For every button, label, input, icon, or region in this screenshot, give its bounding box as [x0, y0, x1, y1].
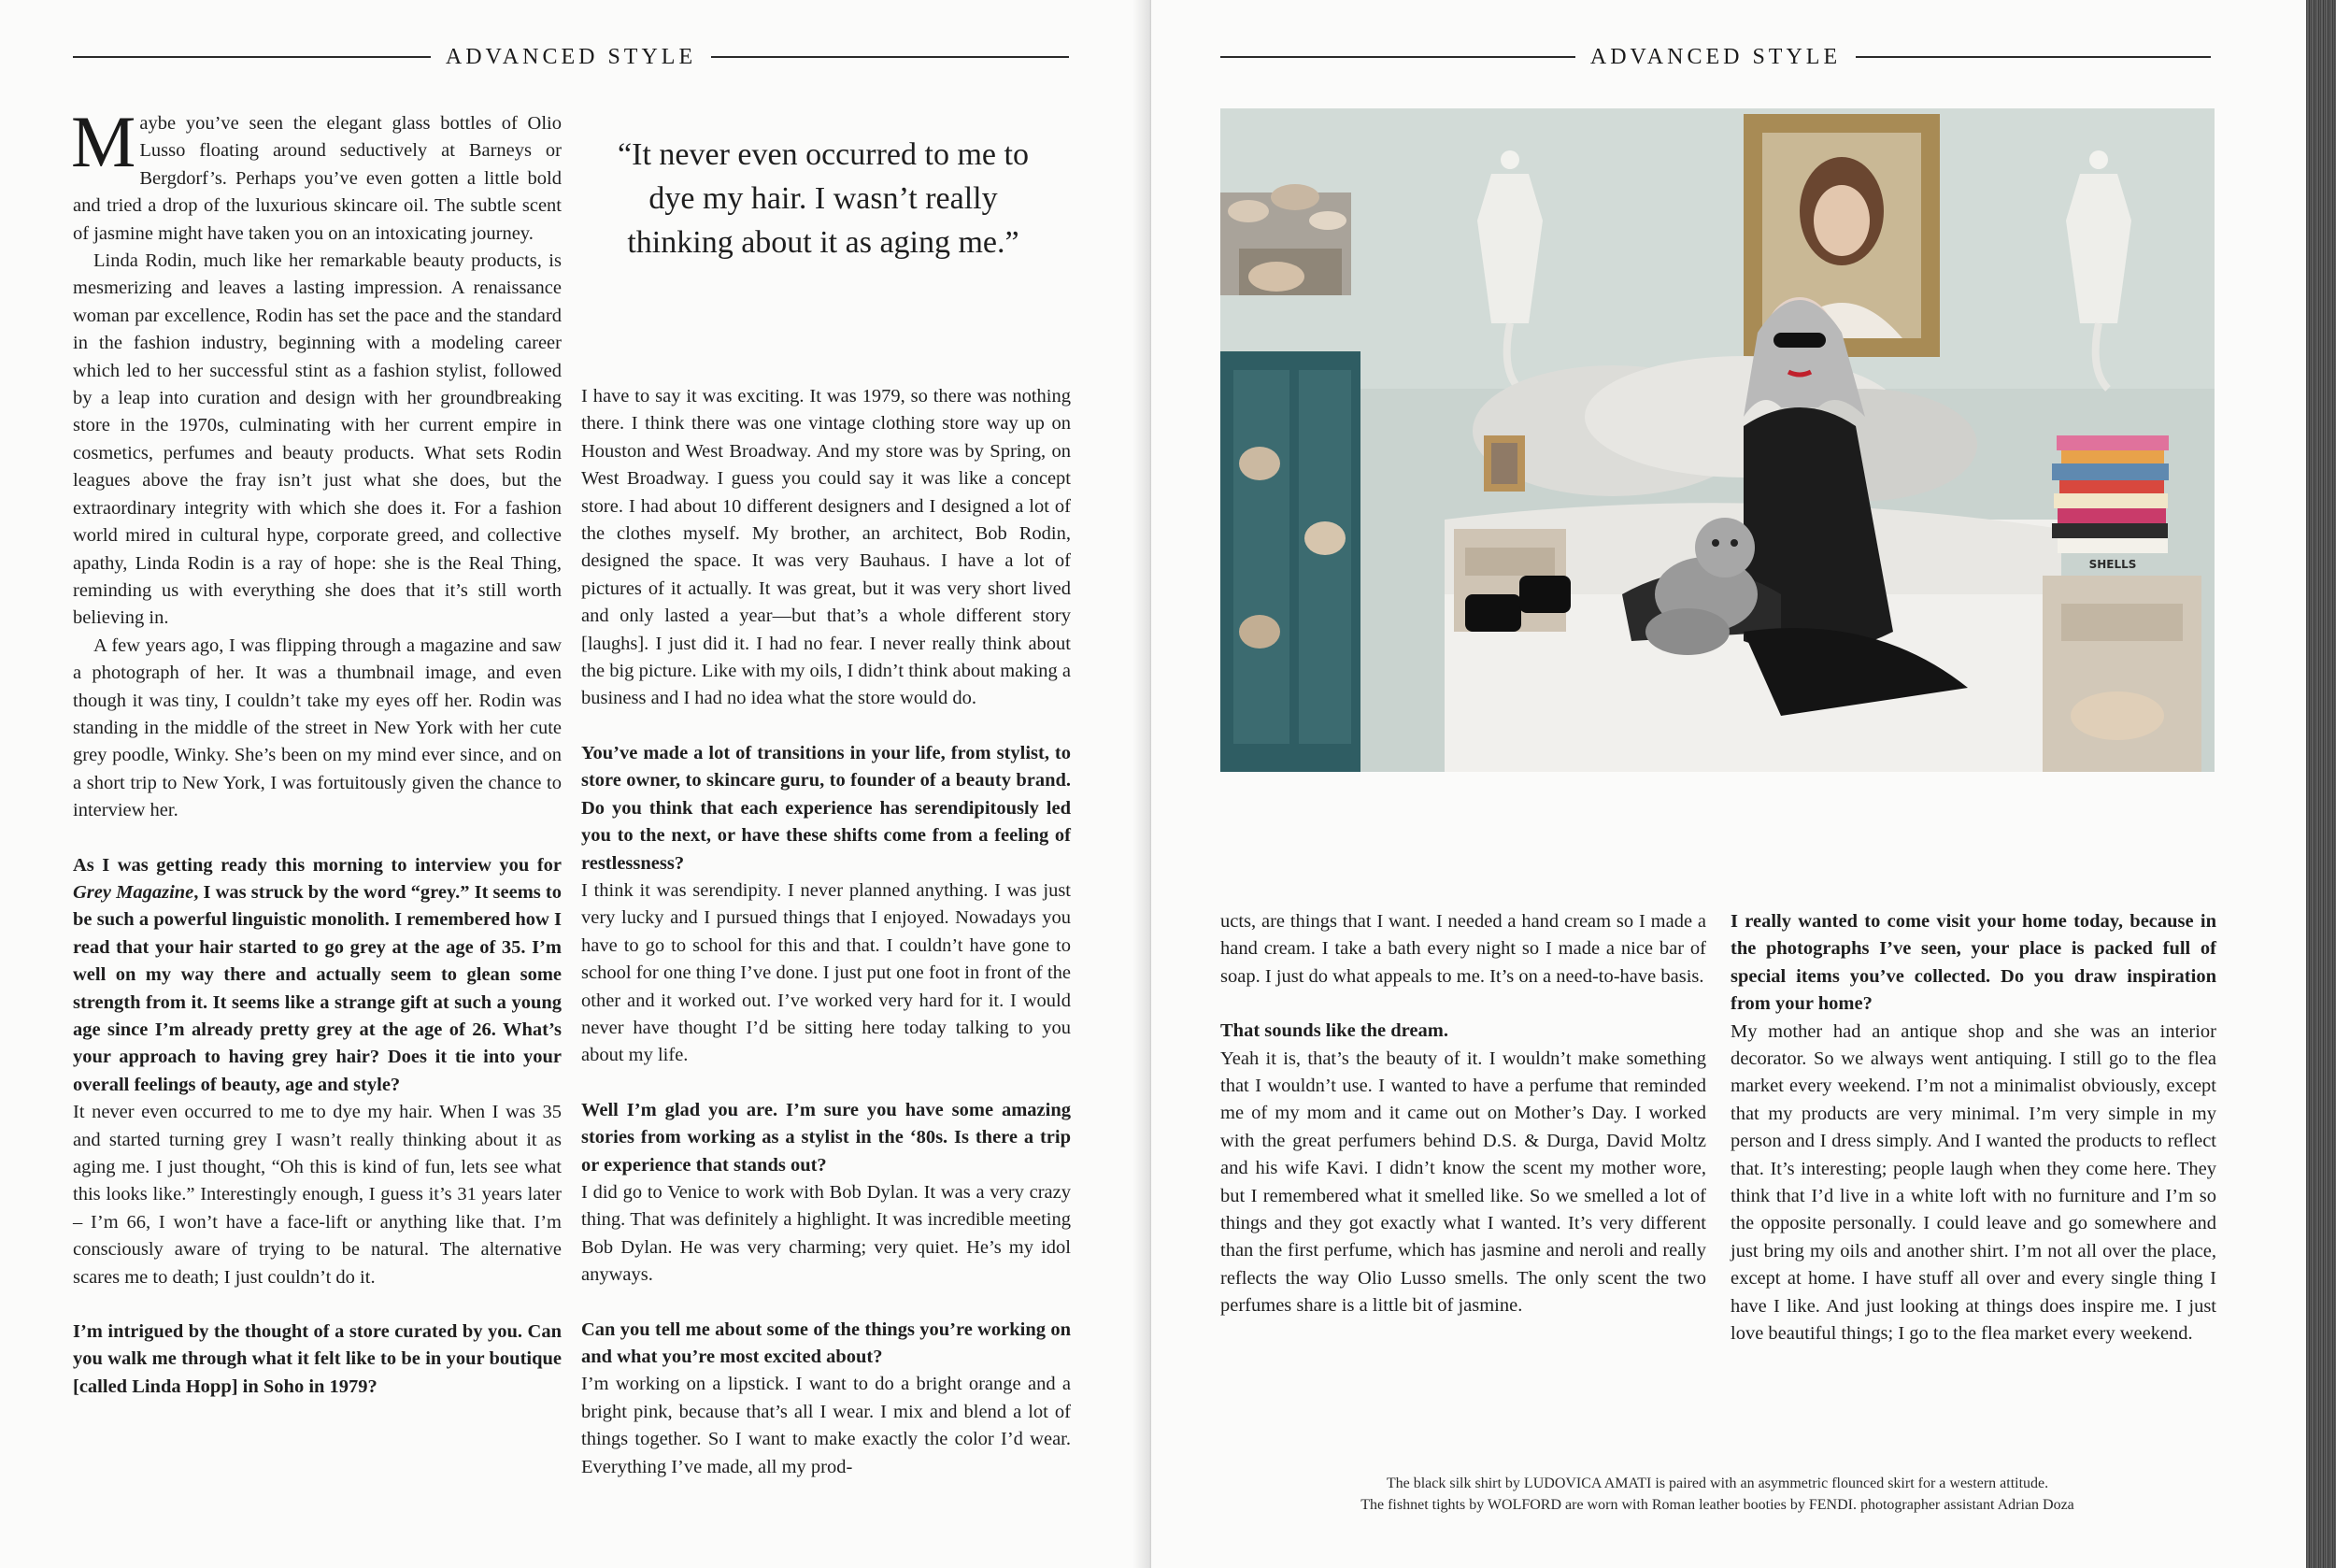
- header-rule: [1220, 56, 1575, 58]
- body-paragraph: A few years ago, I was flipping through a magazine and saw a photograph of her. It was a thumbnail image, and even though it was tiny, I couldn’t take my eyes off her. Rodin was standing in the middle of the street in New York with her cute grey poodle, Winky. She’s been on my mind ever since, and on a short trip to New York, I was fortuitously given the chance to interview her.: [73, 634, 562, 821]
- pull-quote: “It never even occurred to me to dye my hair. I wasn’t really thinking about it as aging me.”: [618, 137, 1029, 260]
- running-head-label: ADVANCED STYLE: [445, 44, 697, 69]
- article-column-4: [1731, 908, 2216, 1348]
- running-head-label: ADVANCED STYLE: [1589, 44, 1842, 69]
- drop-cap: M: [71, 101, 136, 182]
- book-stack: [2052, 435, 2169, 572]
- header-rule: [711, 56, 1069, 58]
- article-column-2: [581, 383, 1071, 1481]
- photo-caption: [1220, 1473, 2215, 1516]
- teal-cabinet: [1220, 351, 1360, 772]
- interview-question: You’ve made a lot of transitions in your life, from stylist, to store owner, to skincare guru, to founder of a beauty brand. Do you think that each experience has serendipitously led you to the next, or have these shifts come from a feeling of restlessness?: [581, 742, 1071, 874]
- article-column-3: [1220, 908, 1706, 1320]
- interview-question: I’m intrigued by the thought of a store curated by you. Can you walk me through what it felt like to be in your boutique [called Linda Hopp] in Soho in 1979?: [73, 1321, 562, 1397]
- interview-answer: My mother had an antique shop and she was an interior decorator. So we always went antiquing. I still go to the flea market every weekend. I’m not a minimalist obviously, except that my products are very minimal. I’m very simple in my person and I dress simply. And I wanted the products to reflect that. It’s interesting; people laugh when they come here. They think that I’d live in a white loft with no furniture and I’m so the opposite personally. I could leave and go somewhere and just bring my oils and another shirt. I’m not all over the place, except at home. I have stuff all over and every single thing I have I like. And just looking at things does inspire me. I just love beautiful things; I go to the flea market every weekend.: [1731, 1020, 2216, 1345]
- interview-question: Well I’m glad you are. I’m sure you have some amazing stories from working as a stylist in the ‘80s. Is there a trip or experience that stands out?: [581, 1099, 1071, 1176]
- interview-question: That sounds like the dream.: [1220, 1020, 1448, 1042]
- caption-line: The black silk shirt by LUDOVICA AMATI is paired with an asymmetric flounced skirt for a western attitude.: [1386, 1475, 2049, 1491]
- interview-answer: ucts, are things that I want. I needed a hand cream so I made a hand cream. I take a bath every night so I made a nice bar of soap. I just do what appeals to me. It’s on a need-to-have basis.: [1220, 911, 1706, 987]
- header-rule: [73, 56, 431, 58]
- caption-line: The fishnet tights by WOLFORD are worn with Roman leather booties by FENDI. photographer assistant Adrian Doza: [1360, 1497, 2074, 1513]
- magazine-name: Grey Magazine: [73, 881, 194, 903]
- page-stack-edge: [2306, 0, 2336, 1568]
- interview-answer: I have to say it was exciting. It was 1979, so there was nothing there. I think there was one vintage clothing store way up on Houston and West Broadway. And my store was by Spring, on West Broadway. I guess you could say it was like a concept store. I had about 10 different designers and I designed a lot of the clothes myself. My brother, an architect, Bob Rodin, designed the space. It was very Bauhaus. I have a lot of pictures of it actually. It was great, but it was very short lived and only lasted a year—but that’s a whole different story [laughs]. I just did it. I had no fear. I never really think about the big picture. Like with my oils, I didn’t think about making a business and I had no idea what the store would do.: [581, 386, 1071, 709]
- shell-shelf: [1220, 184, 1351, 295]
- interview-question: As I was getting ready this morning to interview you for Grey Magazine, I was struck by the word “grey.” It seems to be such a powerful linguistic monolith. I remembered how I read that your hair started to go grey at the age of 35. I’m well on my way there and actually seem to glean some strength from it. It seems like a strange gift at such a young age since I’m already pretty grey at the age of 26. What’s your approach to having grey hair? Does it tie into your overall feelings of beauty, age and style?: [73, 854, 562, 1095]
- interview-answer: Yeah it is, that’s the beauty of it. I wouldn’t make something that I wouldn’t use. I wanted to have a perfume that reminded me of my mom and it came out on Mother’s Day. I worked with the great perfumers behind D.S. & Durga, David Moltz and his wife Kavi. I didn’t know the scent my mother wore, but I remembered what it smelled like. So we smelled a lot of things and they got exactly what I wanted. It’s very different than the first perfume, which has jasmine and neroli and really reflects the way Olio Lusso smells. The only scent the two perfumes share is a little bit of jasmine.: [1220, 1048, 1706, 1317]
- right-page: [1151, 0, 2306, 1568]
- interview-answer: I think it was serendipity. I never planned anything. I was just very lucky and I pursued things that I enjoyed. Nowadays you have to go to school for this and that. I couldn’t have gone to school for one thing I’ve done. I just put one foot in front of the other and it worked out. I’ve worked very hard for it. I would never have thought I’d be sitting here today talking to you about my life.: [581, 879, 1071, 1066]
- header-rule: [1856, 56, 2211, 58]
- portrait-photo: [1220, 108, 2215, 772]
- body-paragraph: Linda Rodin, much like her remarkable beauty products, is mesmerizing and leaves a lasting impression. A renaissance woman par excellence, Rodin has set the pace and the standard in the fashion industry, beginning with a modeling career which led to her successful stint as a fashion stylist, followed by a leap into curation and design with her groundbreaking store in the 1970s, culminating with her current empire in cosmetics, perfumes and beauty products. What sets Rodin leagues above the fray isn’t just what she does, but the extraordinary integrity with which she does it. For a fashion world mired in cultural hype, corporate greed, and collective apathy, Linda Rodin is a ray of hope: she is the Real Thing, reminding us with everything she does that it’s still worth believing in.: [73, 250, 562, 629]
- running-head-left: [73, 41, 1069, 73]
- left-page: [0, 0, 1151, 1568]
- book-spine-label: SHELLS: [2088, 558, 2137, 571]
- article-column-1: [71, 101, 562, 1401]
- interview-answer: It never even occurred to me to dye my hair. When I was 35 and started turning grey I wasn’t really thinking about it as aging me. I just thought, “Oh this is kind of fun, lets see what this looks like.” Interestingly enough, I guess it’s 31 years later – I’m 66, I won’t have a face-lift or anything like that. I’m consciously aware of trying to be natural. The alternative scares me to death; I just couldn’t do it.: [73, 1102, 562, 1288]
- interview-question: I really wanted to come visit your home today, because in the photographs I’ve seen, your place is packed full of special items you’ve collected. Do you draw inspiration from your home?: [1731, 911, 2216, 1015]
- interview-answer: I did go to Venice to work with Bob Dylan. It was a very crazy thing. That was definitely a highlight. It was incredible meeting Bob Dylan. He was very charming; very quiet. He’s my idol anyways.: [581, 1181, 1071, 1286]
- bedroom-portrait-illustration: [1220, 108, 2215, 772]
- interview-question: Can you tell me about some of the things you’re working on and what you’re most excited about?: [581, 1319, 1071, 1367]
- interview-answer: I’m working on a lipstick. I want to do a bright orange and a bright pink, because that’s all I wear. I mix and blend a lot of things together. So I want to make exactly the color I’d wear. Everything I’ve made, all my prod-: [581, 1374, 1071, 1477]
- intro-paragraph: Maybe you’ve seen the elegant glass bottles of Olio Lusso floating around seductively at Barneys or Bergdorf’s. Perhaps you’ve even gotten a little bold and tried a drop of the luxurious skincare oil. The subtle scent of jasmine might have taken you on an intoxicating journey.: [71, 101, 562, 244]
- nightstand-right: [2043, 576, 2201, 772]
- running-head-right: [1220, 41, 2211, 73]
